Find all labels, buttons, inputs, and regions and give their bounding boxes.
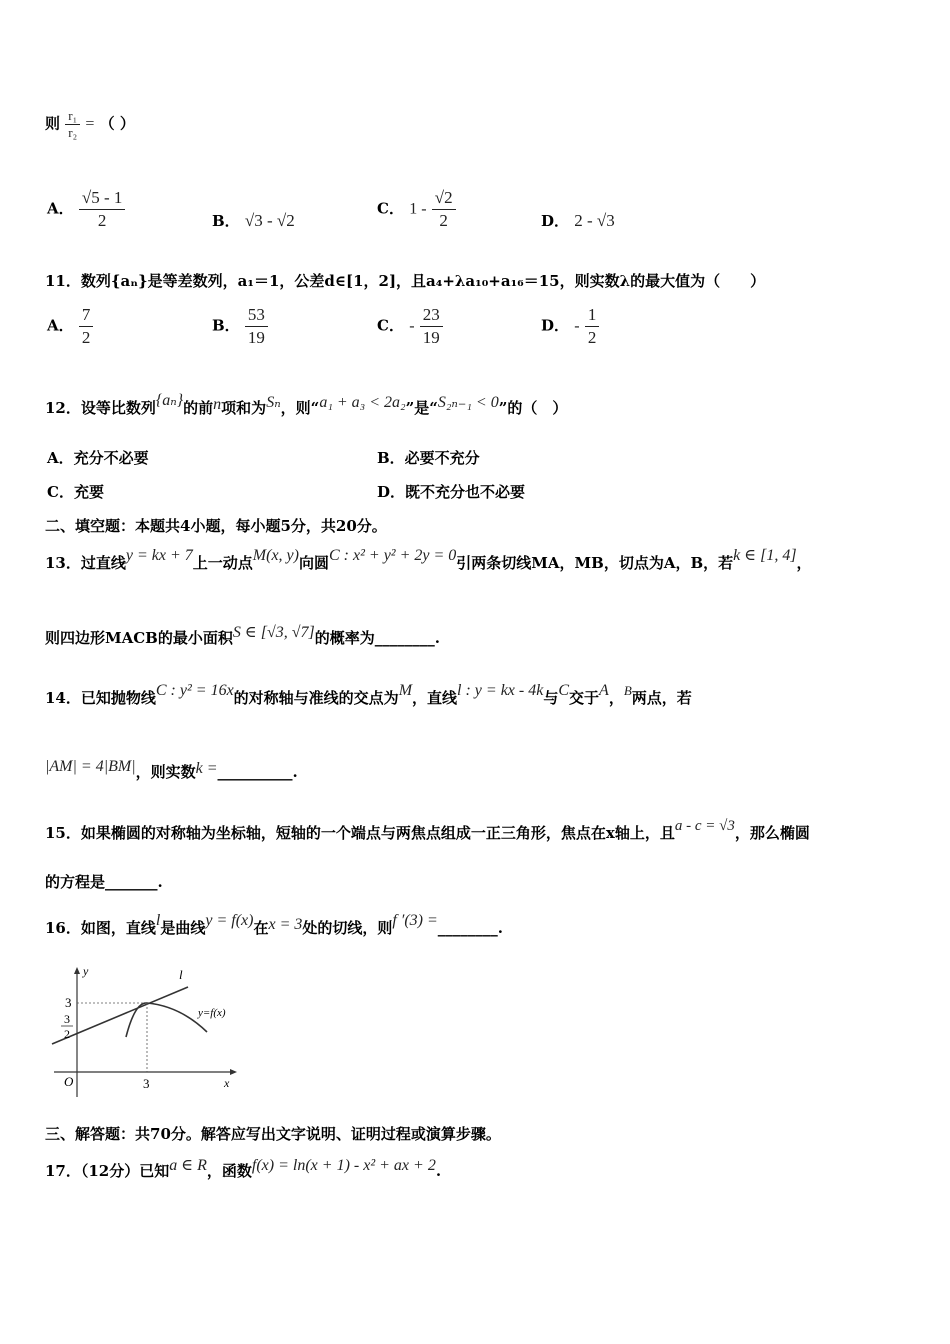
q12-math-seq: {aₙ} (155, 392, 184, 409)
q10-stem (45, 108, 135, 141)
section-3-heading: 三、解答题：共70分。解答应写出文字说明、证明过程或演算步骤。 (45, 1125, 501, 1143)
q10-opt-a-label: A． (47, 199, 74, 218)
q10-opt-c-label: C． (377, 199, 404, 218)
q16-math-l: l (155, 912, 161, 929)
q16-text-3: 在 (253, 919, 269, 937)
q12-math-cond2: S₂ₙ₋₁ < 0 (437, 394, 499, 411)
q14-text-6: ， (608, 689, 624, 707)
q14-math-line: l : y = kx - 4k (457, 682, 544, 699)
q10-stem-frac-num: r₁ (65, 108, 80, 125)
q12-text-5: ”是“ (405, 399, 438, 417)
q13-line-1 (45, 547, 812, 573)
q11-opt-d-num: 1 (585, 304, 600, 327)
q12-math-cond1: a₁ + a₃ < 2a₂ (319, 394, 406, 411)
q10-opt-a-fraction (79, 187, 126, 232)
q17-stem (45, 1157, 442, 1181)
q10-option-c (377, 187, 456, 232)
q12-text-2: 的前 (183, 399, 214, 417)
q13-math-s-range: S ∈ [√3, √7] (232, 624, 315, 641)
q11-opt-d-label: D． (541, 316, 570, 335)
q10-opt-a-den: 2 (97, 211, 107, 230)
q11-opt-a-num: 7 (79, 304, 94, 327)
q10-opt-d-label: D． (541, 212, 570, 230)
q14-math-ratio: |AM| = 4|BM| (45, 758, 136, 775)
q14-text-7: 两点，若 (631, 689, 692, 707)
q12-math-sn: Sₙ (266, 394, 281, 411)
figure-label-y: y (83, 964, 89, 978)
q17-text-2: ，函数 (206, 1162, 252, 1180)
q11-opt-b-num: 53 (245, 304, 268, 327)
q15-line-2: 的方程是_______. (45, 873, 163, 891)
q13-math-k-range: k ∈ [1, 4] (733, 547, 797, 564)
q11-opt-c-sign: - (409, 317, 415, 335)
q14-l2-text-1: ，则实数 (135, 763, 196, 781)
q13-math-line: y = kx + 7 (125, 547, 193, 564)
figure-label-l: l (179, 967, 183, 982)
q10-opt-b-math: √3 - √2 (244, 211, 295, 230)
q10-opt-a-num: √5 - 1 (79, 187, 126, 210)
q12-option-d: D．既不充分也不必要 (377, 483, 526, 501)
q11-opt-d-sign: - (574, 317, 580, 335)
q11-opt-c-fraction (420, 304, 443, 349)
q13-text-2: 上一动点 (192, 554, 253, 572)
q14-text-3: ，直线 (412, 689, 458, 707)
q16-stem (45, 912, 504, 938)
q16-answer-blank: ________. (437, 919, 504, 937)
q12-math-n: n (213, 396, 222, 413)
q14-math-parabola: C : y² = 16x (155, 682, 234, 699)
q11-opt-c-num: 23 (420, 304, 443, 327)
q11-opt-b-fraction (245, 304, 268, 349)
q17-text-1: 17．（12分）已知 (45, 1162, 170, 1180)
q14-math-k: k = (195, 760, 218, 777)
q16-text-4: 处的切线，则 (302, 919, 393, 937)
q10-stem-eq: = (85, 115, 95, 133)
q16-text-2: 是曲线 (160, 919, 206, 937)
q15-math-ac: a - c = √3 (674, 818, 735, 834)
q13-line-2 (45, 624, 440, 648)
q15-text-2: ，那么椭圆 (734, 824, 810, 842)
q16-math-derivative: f ′(3) = (392, 912, 438, 929)
q11-stem: 11．数列{aₙ}是等差数列，a₁＝1，公差d∈[1，2]，且a₄+λa₁₀+a₁₆＝15，则实数λ的最大值为（ ） (45, 272, 766, 290)
q12-option-c: C．充要 (47, 483, 104, 501)
q11-opt-a-den: 2 (81, 328, 91, 347)
figure-x-arrow (230, 1069, 237, 1075)
q10-opt-c-fraction (432, 187, 456, 232)
q12-option-b: B．必要不充分 (377, 449, 480, 467)
q13-text-1: 13．过直线 (45, 554, 126, 572)
q13-l2-text-2: 的概率为________. (314, 629, 440, 647)
q10-opt-b-label: B． (212, 212, 240, 230)
q11-opt-b-den: 19 (247, 328, 265, 347)
q14-text-4: 与 (543, 689, 559, 707)
section-2-heading: 二、填空题：本题共4小题，每小题5分，共20分。 (45, 517, 387, 535)
q17-math-a-real: a ∈ R (169, 1157, 207, 1174)
q10-option-d (541, 210, 615, 231)
figure-label-y-tick-3: 3 (65, 995, 72, 1010)
q11-option-a (47, 304, 93, 349)
figure-label-y-frac-num: 3 (64, 1012, 70, 1026)
q12-text-3: 项和为 (221, 399, 267, 417)
figure-label-x-tick-3: 3 (143, 1076, 150, 1091)
q15-line-1 (45, 818, 810, 843)
q11-opt-d-den: 2 (587, 328, 597, 347)
q12-text-1: 12．设等比数列 (45, 399, 156, 417)
q13-math-point: M(x, y) (252, 547, 299, 564)
q12-text-6: ”的（ ） (498, 399, 568, 417)
q10-stem-prefix: 则 (45, 114, 61, 133)
figure-label-origin: O (64, 1074, 74, 1089)
q10-opt-c-num: √2 (432, 187, 456, 210)
q10-opt-c-den: 2 (439, 211, 448, 230)
q17-text-3: . (435, 1162, 442, 1180)
q11-opt-d-fraction (585, 304, 600, 349)
q11-opt-c-label: C． (377, 316, 404, 335)
figure-label-curve: y=f(x) (198, 1007, 226, 1019)
q14-text-2: 的对称轴与准线的交点为 (233, 689, 399, 707)
q11-option-b (212, 304, 268, 349)
figure-tangent-line (52, 987, 188, 1044)
figure-label-x: x (224, 1076, 230, 1090)
q13-l2-text-1: 则四边形MACB的最小面积 (45, 629, 233, 647)
q10-option-a (47, 187, 125, 232)
q11-opt-a-fraction (79, 304, 94, 349)
q12-stem (45, 392, 568, 418)
q16-math-x3: x = 3 (268, 916, 303, 933)
q11-option-c (377, 304, 443, 349)
q16-figure (40, 962, 250, 1102)
q13-text-3: 向圆 (298, 554, 329, 572)
q14-text-1: 14．已知抛物线 (45, 689, 156, 707)
q14-text-5: 交于 (569, 689, 600, 707)
q11-opt-b-label: B． (212, 316, 240, 335)
q10-opt-c-pre: 1 - (409, 200, 427, 218)
figure-y-arrow (74, 967, 80, 974)
q10-stem-frac-den: r₂ (68, 125, 78, 140)
q13-text-5: ， (796, 554, 812, 572)
q10-opt-d-math: 2 - √3 (574, 211, 615, 230)
q14-math-m: M (398, 682, 413, 699)
q15-text-1: 15．如果椭圆的对称轴为坐标轴，短轴的一个端点与两焦点组成一正三角形，焦点在x轴上，且 (45, 824, 675, 842)
figure-curve (126, 1003, 207, 1037)
q11-option-d (541, 304, 599, 349)
q10-stem-fraction (65, 108, 80, 141)
q12-text-4: ，则“ (280, 399, 320, 417)
q14-answer-blank: __________. (217, 763, 298, 781)
q11-opt-a-label: A． (47, 316, 74, 335)
q14-math-b: B (623, 683, 632, 698)
q14-line-2 (45, 758, 298, 782)
q10-option-b (212, 210, 295, 231)
figure-label-y-frac-den: 2 (64, 1027, 70, 1041)
q11-opt-c-den: 19 (422, 328, 440, 347)
q17-math-function: f(x) = ln(x + 1) - x² + ax + 2 (251, 1157, 436, 1174)
q10-paren: （ ） (99, 114, 135, 133)
q14-math-a: A (599, 682, 609, 699)
q14-math-c: C (558, 682, 570, 699)
q13-math-circle: C : x² + y² + 2y = 0 (329, 547, 457, 564)
q14-line-1 (45, 682, 692, 708)
q13-text-4: 引两条切线MA，MB，切点为A，B，若 (456, 554, 734, 572)
q16-text-1: 16．如图，直线 (45, 919, 156, 937)
q16-math-curve: y = f(x) (205, 912, 254, 929)
q12-option-a: A．充分不必要 (47, 449, 149, 467)
